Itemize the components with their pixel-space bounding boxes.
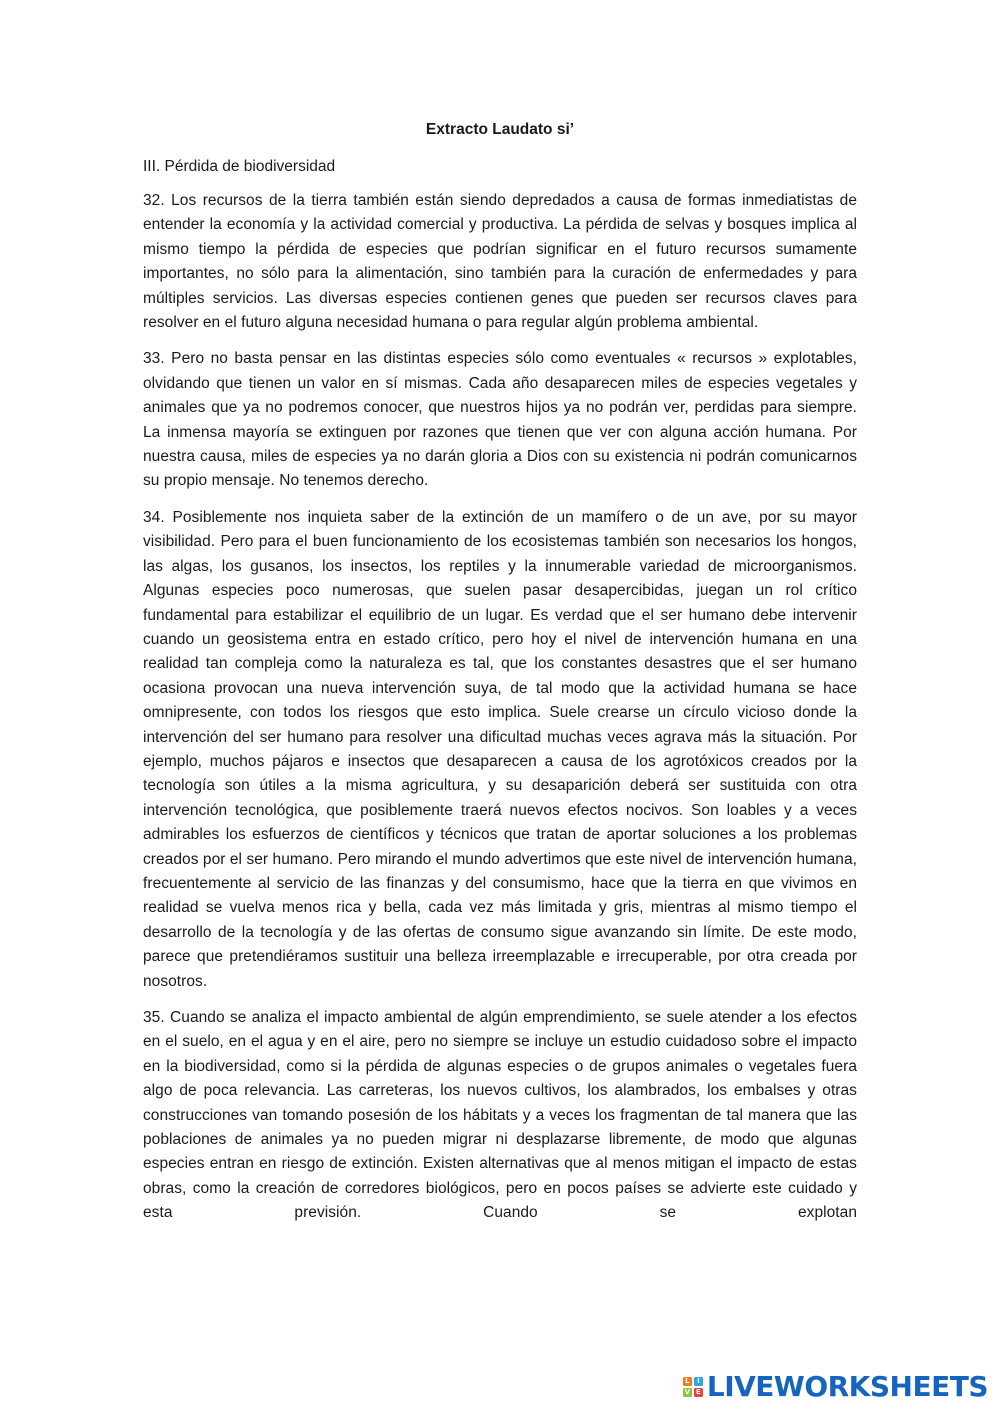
document-title: Extracto Laudato si’	[425, 121, 575, 138]
paragraph-34: 34. Posiblemente nos inquieta saber de la extinción de un mamífero o de un ave, por su mayor visibilidad. Pero para el buen funcionamiento de los ecosistemas también son necesarios los hongos, las algas, los gusanos, los insectos, los reptiles y la innumerable variedad de microorganismos. Algunas especies poco numerosas, que suelen pasar desapercibidas, juegan un rol crítico fundamental para estabilizar el equilibrio de un lugar. Es verdad que el ser humano debe intervenir cuando un geosistema entra en estado crítico, pero hoy el nivel de intervención humana en una realidad tan compleja como la naturaleza es tal, que los constantes desastres que el ser humano ocasiona provocan una nueva intervención suya, de tal modo que la actividad humana se hace omnipresente, con todos los riesgos que esto implica. Suele crearse un círculo vicioso donde la intervención del ser humano para resolver una dificultad muchas veces agrava más la situación. Por ejemplo, muchos pájaros e insectos que desaparecen a causa de los agrotóxicos creados por la tecnología son útiles a la misma agricultura, y su desaparición deberá ser sustituida con otra intervención tecnológica, que posiblemente traerá nuevos efectos nocivos. Son loables y a veces admirables los esfuerzos de científicos y técnicos que tratan de aportar soluciones a los problemas creados por el ser humano. Pero mirando el mundo advertimos que este nivel de intervención humana, frecuentemente al servicio de las finanzas y del consumismo, hace que la tierra en que vivimos en realidad se vuelva menos rica y bella, cada vez más limitada y gris, mientras al mismo tiempo el desarrollo de la tecnología y de las ofertas de consumo sigue avanzando sin límite. De este modo, parece que pretendiéramos sustituir una belleza irreemplazable e irrecuperable, por otra creada por nosotros.	[143, 508, 857, 990]
document-page	[143, 118, 857, 1226]
paragraph-32: 32. Los recursos de la tierra también están siendo depredados a causa de formas inmediatistas de entender la economía y la actividad comercial y productiva. La pérdida de selvas y bosques implica al mismo tiempo la pérdida de especies que podrían significar en el futuro recursos sumamente importantes, no sólo para la alimentación, sino también para la curación de enfermedades y para múltiples servicios. Las diversas especies contienen genes que pueden ser recursos claves para resolver en el futuro alguna necesidad humana o para regular algún problema ambiental.	[143, 192, 857, 332]
liveworksheets-logo-icon	[683, 1377, 703, 1397]
paragraph-33: 33. Pero no basta pensar en las distintas especies sólo como eventuales « recursos » explotables, olvidando que tienen un valor en sí mismas. Cada año desaparecen miles de especies vegetales y animales que ya no podremos conocer, que nuestros hijos ya no podrán ver, perdidas para siempre. La inmensa mayoría se extinguen por razones que tienen que ver con alguna acción humana. Por nuestra causa, miles de especies ya no darán gloria a Dios con su existencia ni podrán comunicarnos su propio mensaje. No tenemos derecho.	[143, 350, 857, 490]
logo-square-i: I	[694, 1377, 703, 1386]
paragraph-35: 35. Cuando se analiza el impacto ambiental de algún emprendimiento, se suele atender a los efectos en el suelo, en el agua y en el aire, pero no siempre se incluye un estudio cuidadoso sobre el impacto en la biodiversidad, como si la pérdida de algunas especies o de grupos animales o vegetales fuera algo de poca relevancia. Las carreteras, los nuevos cultivos, los alambrados, los embalses y otras construcciones van tomando posesión de los hábitats y a veces los fragmentan de tal manera que las poblaciones de animales ya no pueden migrar ni desplazarse libremente, de modo que algunas especies entran en riesgo de extinción. Existen alternativas que al menos mitigan el impacto de estas obras, como la creación de corredores biológicos, pero en pocos países se advierte este cuidado y esta previsión. Cuando se explotan	[143, 1009, 857, 1222]
liveworksheets-logo-text: LIVEWORKSHEETS	[706, 1370, 988, 1403]
liveworksheets-watermark	[683, 1370, 988, 1404]
logo-square-l: L	[683, 1377, 692, 1386]
logo-square-v: V	[684, 1388, 691, 1396]
section-heading: III. Pérdida de biodiversidad	[143, 158, 336, 175]
logo-square-e: E	[694, 1388, 703, 1397]
